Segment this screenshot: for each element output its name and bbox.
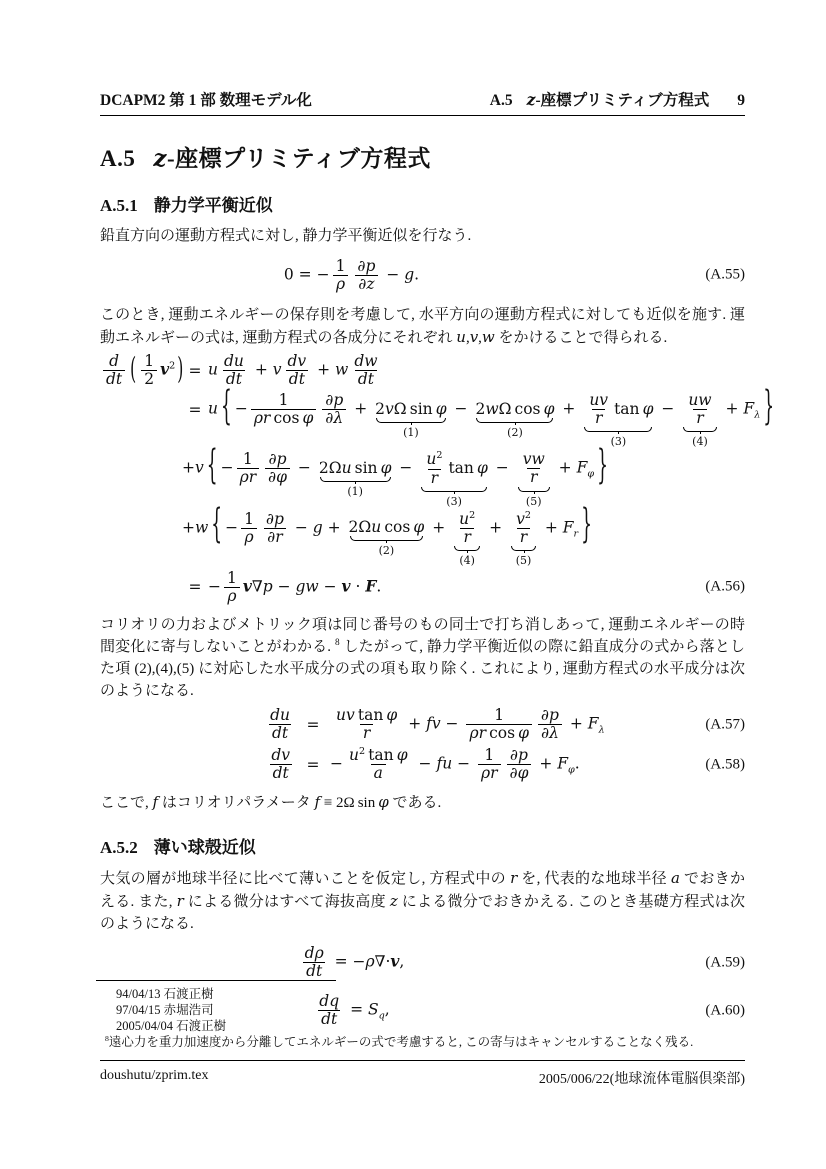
equation-number-a56: (A.56) xyxy=(705,578,745,595)
page-header xyxy=(100,88,745,110)
subsection-title: 薄い球殻近似 xyxy=(153,837,256,857)
equation-a60-body: $\frac{dq}{dt}$ = $S_q$, xyxy=(319,992,390,1029)
equation-a56-line-2 xyxy=(100,383,775,449)
equation-number-a58: (A.58) xyxy=(705,756,745,773)
footnote-rule xyxy=(96,980,336,981)
paragraph-hydrostatic-intro: 鉛直方向の運動方程式に対し, 静力学平衡近似を行なう. xyxy=(100,228,472,244)
page-number: 9 xyxy=(737,92,745,109)
equation-rhs: u { − $\frac{1}{\text{ρr cos φ}}$ $\frac{\partial p}{\partial\lambda}$ + 2vΩ sin φ (1) − 2wΩ cos φ (2) + $\frac{uv}{r}$ tan φ (3) − $\frac{uw}{r}$ (4) + $F_\lambda$ } xyxy=(208,383,775,449)
footnote-block xyxy=(100,980,745,1050)
equals-sign: = xyxy=(188,361,202,380)
subsection-title: 静力学平衡近似 xyxy=(153,196,273,215)
equation-rhs: +w { − $\frac{1}{\rho}$ $\frac{\partial p}{\partial r}$ − g + 2Ωu cos φ (2) + $\frac{u^2}{r}$ (4) + $\frac{v^2}{r}$ (5) + $F_r$ } xyxy=(182,501,592,567)
paragraph-coriolis-parameter: ここで, f はコリオリパラメータ f ≡ 2Ω sin φ である. xyxy=(100,793,442,812)
revision-line: 97/04/15 赤堀浩司 xyxy=(116,1003,214,1017)
equation-rhs: u $\frac{du}{dt}$ + v $\frac{dv}{dt}$ + w $\frac{dw}{dt}$ xyxy=(208,352,378,389)
equation-rhs: − $\frac{u^2 \tan \varphi}{a}$ − fu − $\frac{1}{\rho r}$ $\frac{\partial p}{\partial\varphi}$ + $F_\varphi$. xyxy=(330,746,580,783)
paragraph-coriolis-metric: コリオリの力およびメトリック項は同じ番号のもの同士で打ち消しあって, 運動エネルギーの時間変化に寄与しないことがわかる. $^8$ したがって, 静力学平衡近似の際に鉛直成分の式から落とした項 (2),(4),(5) に対応した水平成分の式の項も取り除く. これにより, 運動方程式の水平成分は次のようになる. xyxy=(100,616,745,700)
equation-lhs: $\frac{d}{dt}$ ( $\frac{1}{2}$ $v^2$ ) xyxy=(100,353,182,388)
equation-rhs: − $\frac{1}{\rho}$ v∇p − gw − v · F. xyxy=(208,568,382,605)
equation-a58 xyxy=(100,747,745,782)
revision-line: 94/04/13 石渡正樹 xyxy=(116,987,214,1001)
subsection-heading-a51 xyxy=(100,191,745,216)
text-column xyxy=(100,0,775,1031)
equation-a57 xyxy=(100,707,745,742)
subsection-heading-a52 xyxy=(100,833,745,858)
header-section-ref xyxy=(490,88,745,110)
equation-a56-block xyxy=(100,351,775,605)
footer-rule xyxy=(100,1060,745,1061)
equation-lhs: $\frac{du}{dt}$ xyxy=(270,706,290,743)
equation-a55 xyxy=(100,255,745,295)
equation-number-a55: (A.55) xyxy=(705,266,745,283)
equation-a56-line-3 xyxy=(100,442,745,508)
equation-number-a57: (A.57) xyxy=(705,716,745,733)
footer-source-path: doushutu/zprim.tex xyxy=(100,1068,209,1083)
revision-line: 2005/04/04 石渡正樹 xyxy=(116,1019,227,1033)
equation-a56-line-4 xyxy=(100,501,745,567)
header-running-title: DCAPM2 第 1 部 数理モデル化 xyxy=(100,92,312,109)
equation-rhs: $\frac{\text{uv tan φ}}{r}$ + fv − $\frac{1}{\text{ρr cos φ}}$ $\frac{\partial p}{\partial\lambda}$ + $F_\lambda$ xyxy=(336,706,605,743)
footer-row xyxy=(100,1068,745,1088)
equation-a56-line-5 xyxy=(100,570,745,605)
equation-rhs: +v { − $\frac{1}{\rho r}$ $\frac{\partial p}{\partial\varphi}$ − 2Ωu sin φ (1) − $\frac{u^2}{r}$ tan φ (3) − $\frac{vw}{r}$ (5) + $F_\varphi$ } xyxy=(182,442,608,508)
header-section-number: A.5 xyxy=(489,92,513,109)
footnote-text: $^8$遠心力を重力加速度から分離してエネルギーの式で考慮すると, この寄与はキャンセルすることなく残る. xyxy=(105,1034,694,1050)
equals-sign: = xyxy=(188,578,202,597)
subsection-number: A.5.2 xyxy=(100,837,138,857)
equation-a59-body: $\frac{d\rho}{dt}$ = −ρ∇·v, xyxy=(304,944,405,981)
header-section-title: z-座標プリミティブ方程式 xyxy=(526,90,710,109)
page-footer xyxy=(100,1060,745,1088)
equation-number-a60: (A.60) xyxy=(705,1002,745,1019)
paragraph-kinetic-energy: このとき, 運動エネルギーの保存則を考慮して, 水平方向の運動方程式に対しても近似を施す. 運動エネルギーの式は, 運動方程式の各成分にそれぞれ u,v,w をかけることで得られる. xyxy=(100,307,745,347)
equation-lhs: $\frac{dv}{dt}$ xyxy=(271,746,290,783)
equals-sign: = xyxy=(306,715,320,734)
equals-sign: = xyxy=(188,400,202,419)
equation-a55-body: 0 = − $\frac{1}{\rho}$ $\frac{\partial p}{\partial z}$ − g. xyxy=(283,256,420,293)
equation-a59 xyxy=(100,943,745,983)
section-title: z-座標プリミティブ方程式 xyxy=(153,145,431,172)
paragraph-thin-shell: 大気の層が地球半径に比べて薄いことを仮定し, 方程式中の r を, 代表的な地球半径 a でおきかえる. また, r による微分はすべて海抜高度 z による微分でおきかえる. このとき基礎方程式は次のようになる. xyxy=(100,868,745,932)
equation-number-a59: (A.59) xyxy=(705,954,745,971)
section-heading xyxy=(100,140,745,173)
header-rule xyxy=(100,115,745,116)
section-number: A.5 xyxy=(100,146,136,171)
equation-a56-line-1 xyxy=(100,353,745,388)
equals-sign: = xyxy=(306,755,320,774)
equation-a57-a58-block xyxy=(100,707,745,782)
footer-date-club: 2005/006/22(地球流体電脳倶楽部) xyxy=(538,1072,745,1087)
subsection-number: A.5.1 xyxy=(100,196,138,215)
